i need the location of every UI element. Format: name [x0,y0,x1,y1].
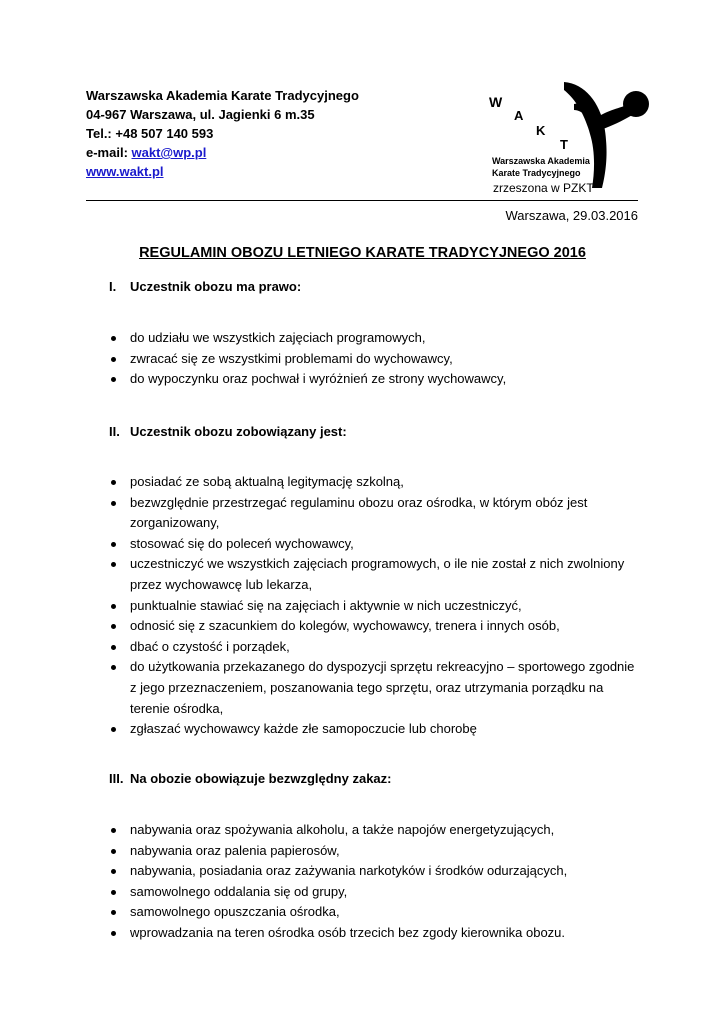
karate-kick-logo-icon [478,80,650,192]
list-item: uczestniczyć we wszystkich zajęciach programowych, o ile nie został z nich zwolniony przez wychowawcę lub lekarza, [110,554,640,595]
document-date: Warszawa, 29.03.2016 [505,208,638,223]
list-item: odnosić się z szacunkiem do kolegów, wychowawcy, trenera i innych osób, [110,616,640,637]
list-item: samowolnego opuszczania ośrodka, [110,902,640,923]
section-2-list [110,472,640,740]
email-link[interactable]: wakt@wp.pl [131,145,207,160]
list-item: punktualnie stawiać się na zajęciach i aktywnie w nich uczestniczyć, [110,596,640,617]
organization-header [86,86,359,181]
list-item: dbać o czystość i porządek, [110,637,640,658]
website-link[interactable]: www.wakt.pl [86,164,164,179]
list-item: bezwzględnie przestrzegać regulaminu obozu oraz ośrodka, w którym obóz jest zorganizowany, [110,493,640,534]
logo-letter-w: W [489,94,503,110]
email-label: e-mail: [86,145,132,160]
list-item: wprowadzania na teren ośrodka osób trzecich bez zgody kierownika obozu. [110,923,640,944]
logo-letter-k: K [536,123,546,138]
org-email-line [86,143,359,162]
list-item: nabywania oraz palenia papierosów, [110,841,640,862]
section-heading-text: Uczestnik obozu zobowiązany jest: [130,424,347,439]
section-heading-text: Na obozie obowiązuje bezwzględny zakaz: [130,771,392,786]
section-heading-3 [109,771,392,786]
list-item: nabywania, posiadania oraz zażywania narkotyków i środków odurzających, [110,861,640,882]
list-item: do udziału we wszystkich zajęciach programowych, [110,328,640,349]
list-item: zwracać się ze wszystkimi problemami do wychowawcy, [110,349,640,370]
list-item: do wypoczynku oraz pochwał i wyróżnień ze strony wychowawcy, [110,369,640,390]
logo-line-2: Karate Tradycyjnego [492,168,581,178]
org-name: Warszawska Akademia Karate Tradycyjnego [86,88,359,103]
logo-letter-a: A [514,108,524,123]
logo-letter-t: T [560,137,568,152]
section-number: II. [109,424,120,439]
list-item: stosować się do poleceń wychowawcy, [110,534,640,555]
document-title: REGULAMIN OBOZU LETNIEGO KARATE TRADYCYJNEGO 2016 [139,245,586,261]
logo-subtitle: zrzeszona w PZKT [493,181,594,195]
list-item: do użytkowania przekazanego do dyspozycji sprzętu rekreacyjno – sportowego zgodnie z jego przeznaczeniem, poszanowania tego sprzętu, oraz utrzymania porządku na terenie ośrodka, [110,657,640,719]
header-divider [86,200,638,201]
section-1-list [110,328,640,390]
section-3-list [110,820,640,944]
list-item: posiadać ze sobą aktualną legitymację szkolną, [110,472,640,493]
section-heading-1 [109,279,301,294]
logo-line-1: Warszawska Akademia [492,156,590,166]
section-heading-text: Uczestnik obozu ma prawo: [130,279,302,294]
list-item: zgłaszać wychowawcy każde złe samopoczucie lub chorobę [110,719,640,740]
list-item: samowolnego oddalania się od grupy, [110,882,640,903]
section-heading-2 [109,424,347,439]
section-number: I. [109,279,117,294]
org-address: 04-967 Warszawa, ul. Jagienki 6 m.35 [86,107,315,122]
list-item: nabywania oraz spożywania alkoholu, a także napojów energetyzujących, [110,820,640,841]
section-number: III. [109,771,124,786]
org-phone: Tel.: +48 507 140 593 [86,126,214,141]
